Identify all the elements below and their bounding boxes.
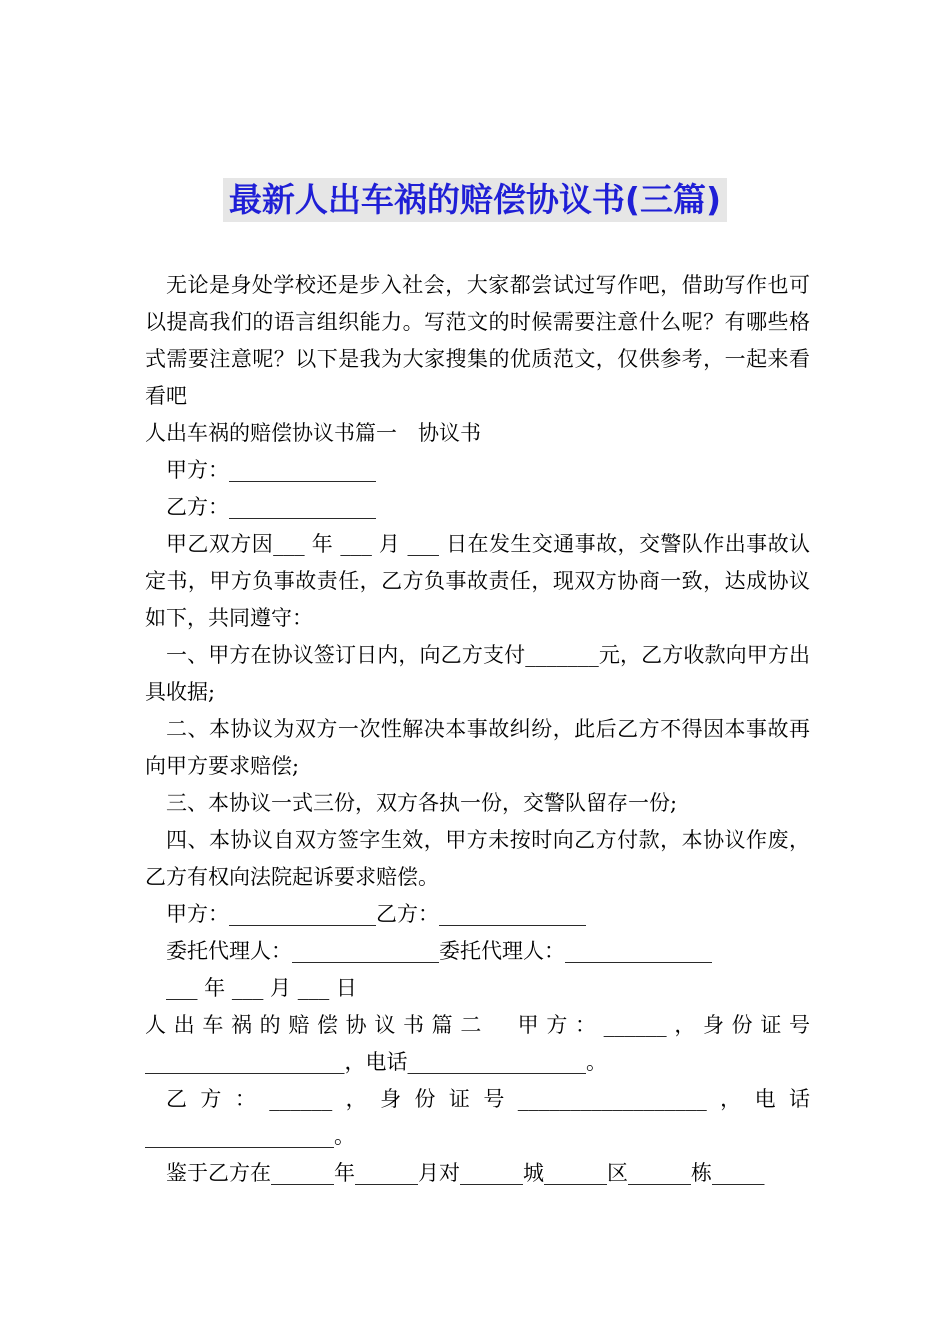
party-b-line: 乙方：______________ [166,495,376,519]
accident-paragraph: 甲乙双方因___ 年 ___ 月 ___ 日在发生交通事故，交警队作出事故认定书，甲方负事故责任，乙方负事故责任，现双方协商一致，达成协议如下，共同遵守： [145,532,810,630]
clause-two: 二、本协议为双方一次性解决本事故纠纷，此后乙方不得因本事故再向甲方要求赔偿; [145,717,810,778]
clause-one: 一、甲方在协议签订日内，向乙方支付_______元，乙方收款向甲方出具收据; [145,643,810,704]
party-a-line: 甲方：______________ [166,458,376,482]
section-two-heading: 人出车祸的赔偿协议书篇二 甲方：______，身份证号___________________，电话_________________。 [145,1013,810,1074]
section-one-heading: 人出车祸的赔偿协议书篇一 协议书 [145,421,481,445]
intro-paragraph: 无论是身处学校还是步入社会，大家都尝试过写作吧，借助写作也可以提高我们的语言组织能力。写范文的时候需要注意什么呢？有哪些格式需要注意呢？以下是我为大家搜集的优质范文，仅供参考，一起来看看吧 [145,273,810,408]
section-two-whereas: 鉴于乙方在______年______月对______城______区______栋_____ [166,1161,765,1185]
clause-four: 四、本协议自双方签字生效，甲方未按时向乙方付款，本协议作废，乙方有权向法院起诉要求赔偿。 [145,828,810,889]
document-title: 最新人出车祸的赔偿协议书(三篇) [223,178,727,222]
signature-date: ___ 年 ___ 月 ___ 日 [166,976,357,1000]
signature-parties: 甲方：______________乙方：______________ [166,902,586,926]
clause-three: 三、本协议一式三份，双方各执一份，交警队留存一份; [166,791,678,815]
section-two-party-b: 乙方：______，身份证号__________________，电话__________________。 [145,1087,810,1148]
document-body [145,267,810,1192]
signature-agents: 委托代理人：______________委托代理人：______________ [166,939,712,963]
title-container [0,178,950,222]
